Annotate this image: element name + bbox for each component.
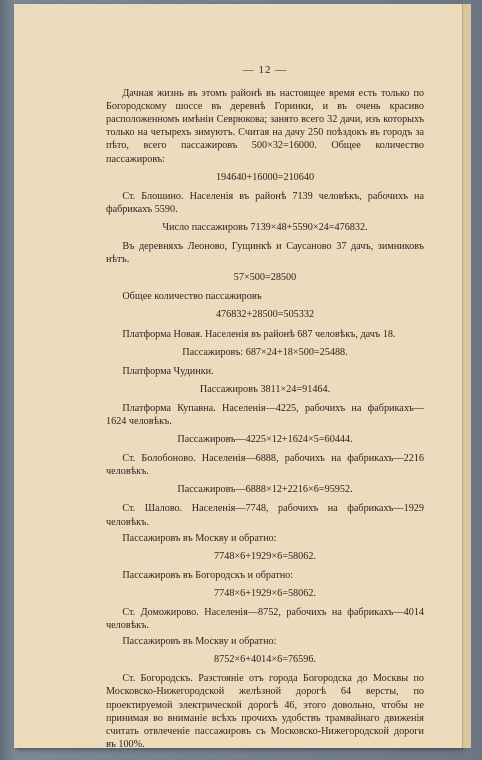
formula: 8752×6+4014×6=76596.	[214, 654, 316, 666]
formula: Пассажировъ—4225×12+1624×5=60444.	[177, 434, 353, 446]
line: Платформа Чудинки.	[122, 365, 214, 377]
formula: 7748×6+1929×6=58062.	[214, 550, 316, 562]
paragraph: Платформа Новая. Населенія въ районѣ 687 человѣкъ, дачъ 18.	[122, 328, 396, 340]
line: Пассажировъ въ Москву и обратно:	[122, 636, 277, 648]
paragraph: Ст. Богородскъ. Разстояніе отъ города Богородска до Москвы по Московско-Нижегородской желѣзной дорогѣ 64 версты, по проектируемой электрической дорогѣ 46, этого довольно, чтобы не принимая во вниманіе всѣхъ прочихъ удобствъ трамвайнаго движенія считать отвлеченіе пассажировъ съ Московско-Нижегородской дороги въ 100%.	[106, 673, 424, 750]
line: Пассажировъ въ Богородскъ и обратно:	[122, 569, 294, 581]
paragraph: Ст. Доможирово. Населенія—8752, рабочихъ на фабрикахъ—4014 человѣкъ.	[106, 607, 424, 632]
formula: Пассажировъ 3811×24=91464.	[199, 383, 331, 395]
formula: Число пассажировъ 7139×48+5590×24=476832.	[162, 221, 368, 233]
line: Пассажировъ въ Москву и обратно:	[122, 532, 277, 544]
paragraph: Платформа Купавна. Населенія—4225, рабочихъ на фабрикахъ—1624 человѣкъ.	[106, 402, 424, 427]
formula: 194640+16000=210640	[215, 171, 315, 183]
formula: 57×500=28500	[233, 272, 297, 284]
page-edge	[462, 4, 471, 748]
book-page	[14, 4, 462, 748]
page-text	[106, 64, 424, 751]
formula: Пассажировъ: 687×24+18×500=25488.	[182, 346, 348, 358]
line: Общее количество пассажировъ	[122, 291, 262, 303]
paragraph: Ст. Шалово. Населенія—7748, рабочихъ на фабрикахъ—1929 человѣкъ.	[106, 503, 424, 528]
paragraph: Ст. Болобоново. Населенія—6888, рабочихъ на фабрикахъ—2216 человѣкъ.	[106, 453, 424, 478]
paragraph: Ст. Блошино. Населенія въ районѣ 7139 человѣкъ, рабочихъ на фабрикахъ 5590.	[106, 190, 424, 215]
paragraph: Въ деревняхъ Леоново, Гущинкѣ и Саусаново 37 дачъ, зимниковъ нѣтъ.	[106, 241, 424, 266]
formula: 476832+28500=505332	[215, 309, 315, 321]
paragraph: Дачная жизнь въ этомъ районѣ въ настоящее время есть только по Богородскому шоссе въ деревнѣ Горинки, и въ очень красиво расположенномъ имѣніи Севрюкова; занято всего 32 дачи, изъ которыхъ только на четырехъ зимуютъ. Считая на дачу 250 поѣздокъ въ городъ за пѣто, всего пассажировъ 500×32=16000. Общее количество пассажировъ:	[106, 88, 424, 165]
formula: Пассажировъ—6888×12+2216×6=95952.	[177, 484, 353, 496]
formula: 7748×6+1929×6=58062.	[214, 587, 316, 599]
page-number: — 12 —	[242, 64, 288, 76]
